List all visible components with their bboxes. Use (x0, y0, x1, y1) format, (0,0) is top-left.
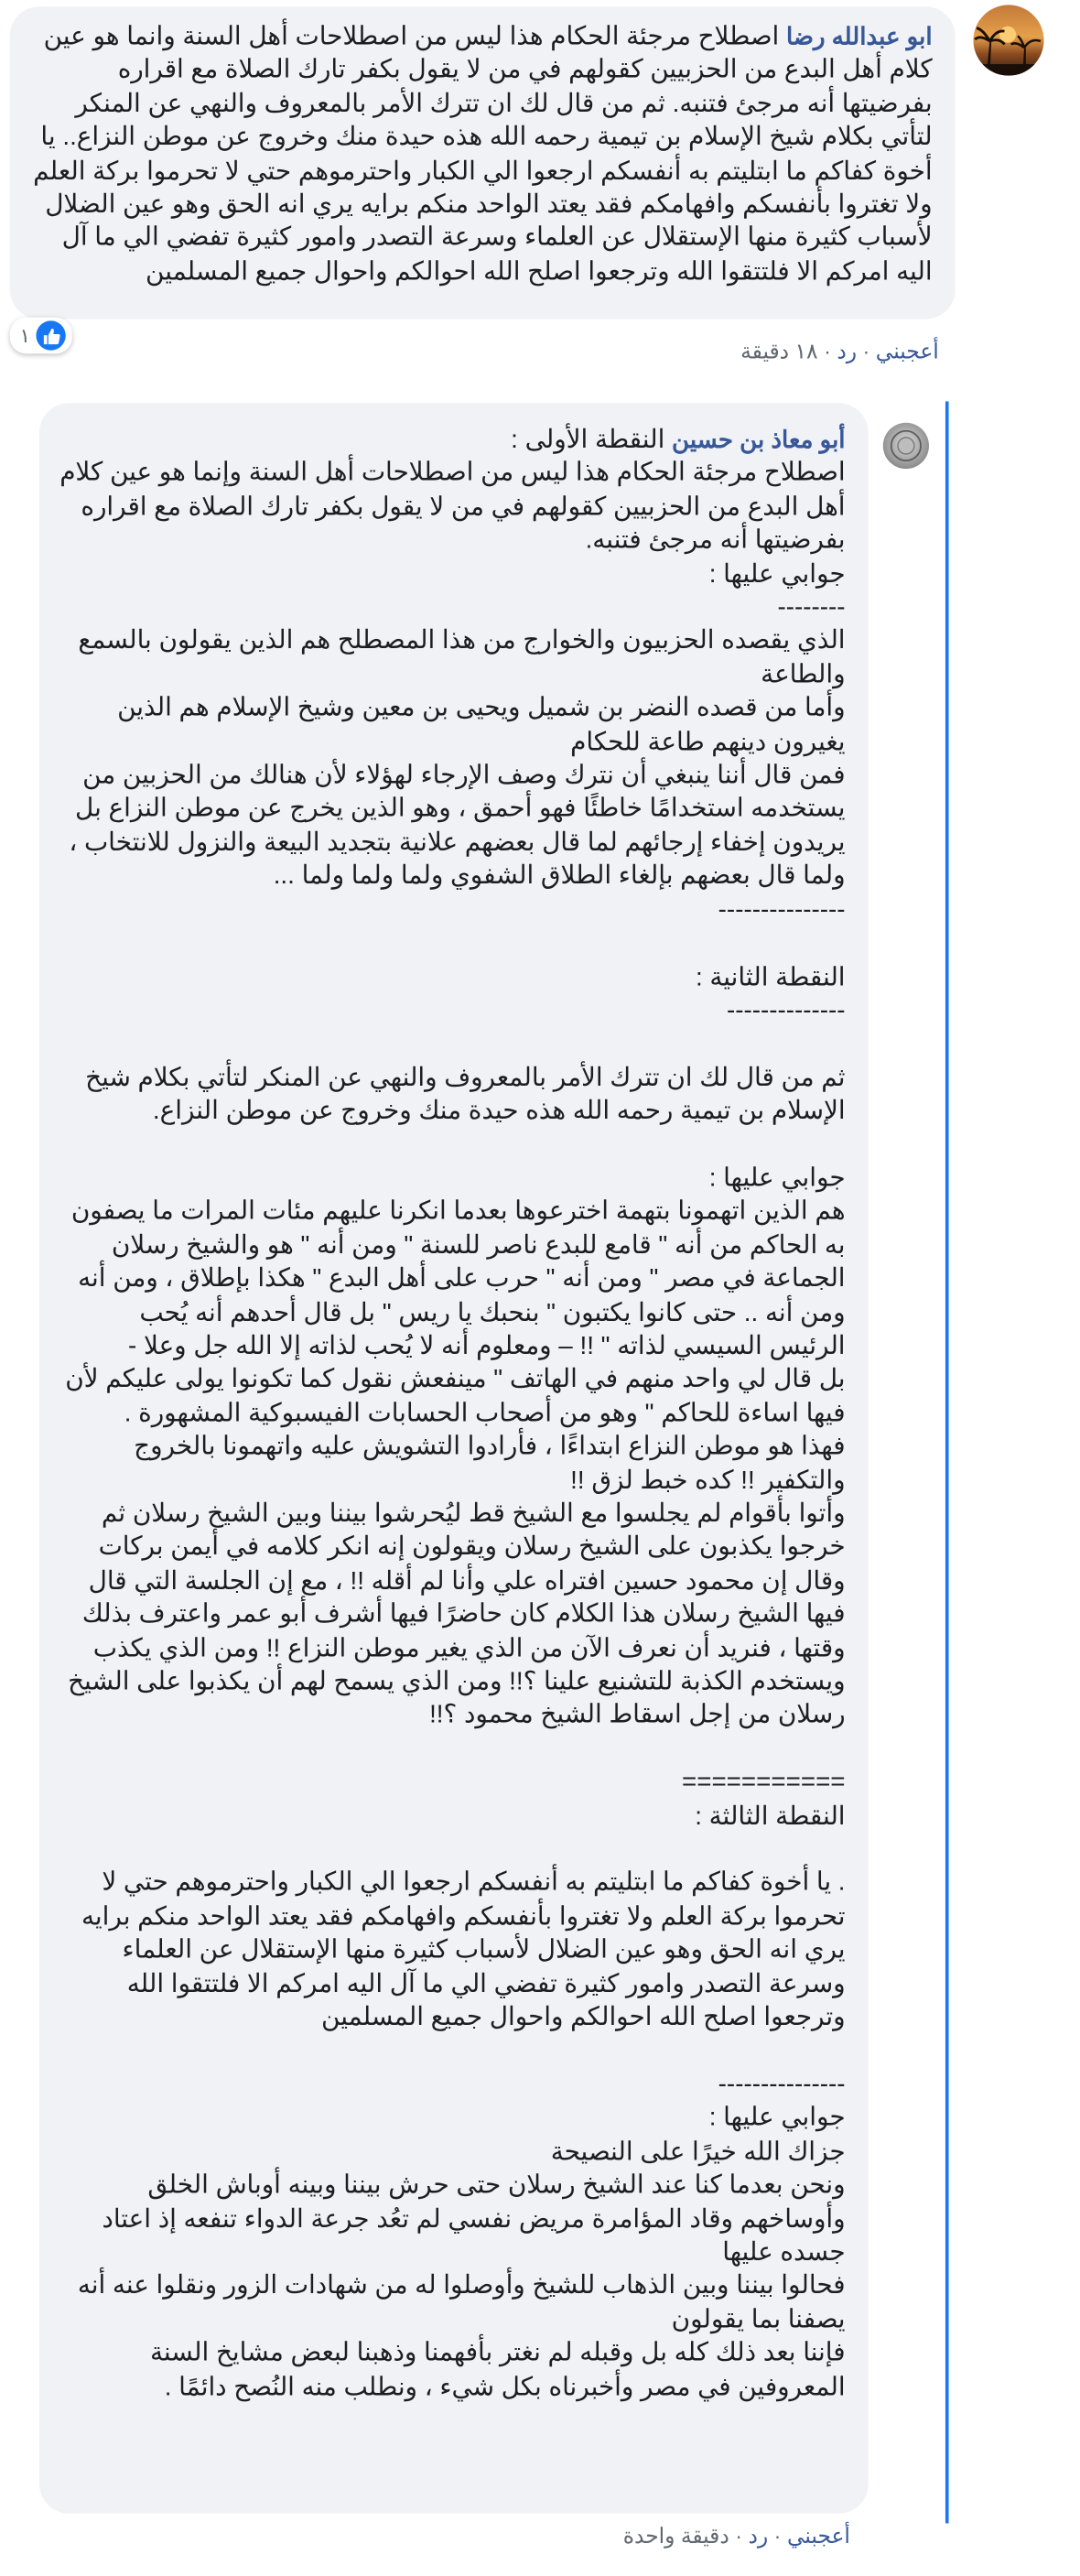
meta-sep: · (862, 339, 870, 364)
comment-meta-2 (623, 2523, 850, 2549)
comment-1-text-block (26, 21, 933, 289)
meta-sep: · (773, 2523, 782, 2549)
thumbs-up-icon (37, 320, 66, 350)
meta-sep: · (824, 339, 831, 364)
comment-bubble-1 (10, 6, 956, 319)
like-link-1[interactable]: أعجبني (875, 339, 939, 364)
comment-author-1[interactable]: ابو عبدالله رضا (785, 24, 933, 51)
comment-text-1: اصطلاح مرجئة الحكام هذا ليس من اصطلاحات أهل السنة وانما هو عين كلام أهل البدع من الحزبيين كقولهم في من لا يقول بكفر تارك الصلاة مع اقراره بفرضيتها أنه مرجئ فتنبه. ثم من قال لك ان تترك الأمر بالمعروف والنهي عن المنكر لتأتي بكلام شيخ الإسلام بن تيمية رحمه الله هذه حيدة منك وخروج عن موطن النزاع.. يا أخوة كفاكم ما ابتليتم به أنفسكم ارجعوا الي الكبار واحترموهم حتي لا تحرموا بركة العلم ولا تغتروا بأنفسكم وافهامكم فقد يعتد الواحد منكم برايه يري انه الحق وهو عين الضلال لأسباب كثيرة منها الإستقلال عن العلماء وسرعة التصدر وامور كثيرة تفضي الي ما آل اليه امركم الا فلتتقوا الله وترجعوا اصلح الله احوالكم واحوال جميع المسلمين (26, 23, 933, 287)
reply-link-1[interactable]: رد (837, 339, 858, 364)
comment-2-text-block (59, 425, 846, 2405)
like-link-2[interactable]: أعجبني (786, 2523, 850, 2549)
comment-time-1[interactable]: ١٨ دقيقة (740, 339, 818, 364)
comment-meta-1 (740, 339, 939, 365)
avatar-comment-1[interactable] (973, 5, 1043, 75)
comment-text-2-heading: النقطة الأولى : (511, 426, 673, 454)
comment-text-2: اصطلاح مرجئة الحكام هذا ليس من اصطلاحات أهل السنة وإنما هو عين كلام أهل البدع من الحزبيين كقولهم في من لا يقول بكفر تارك الصلاة مع اقراره بفرضيتها أنه مرجئ فتنبه. جوابي عليها : -------- الذي يقصده الحزبيون والخوارج من هذا المصطلح هم الذين يقولون بالسمع والطاعة وأما من قصده النضر بن شميل ويحيى بن معين وشيخ الإسلام هم الذين يغيرون دينهم طاعة للحكام فمن قال أننا ينبغي أن نترك وصف الإرجاء لهؤلاء لأن هنالك من الحزبين من يستخدمه استخدامًا خاطئًا فهو أحمق ، وهو الذين يخرج عن موطن النزاع بل يريدون إخفاء إرجائهم لما قال بعضهم علانية بتجديد البيعة والنزول للانتخاب ، ولما قال بعضهم بإلغاء الطلاق الشفوي ولما ولما ولما ... --------------- النقطة الثانية : -------------- ثم من قال لك ان تترك الأمر بالمعروف والنهي عن المنكر لتأتي بكلام شيخ الإسلام بن تيمية رحمه الله هذه حيدة منك وخروج عن موطن النزاع. جوابي عليها : هم الذين اتهمونا بتهمة اخترعوها بعدما انكرنا عليهم مئات المرات ما يصفون به الحاكم من أنه " قامع للبدع ناصر للسنة " ومن أنه " هو والشيخ رسلان الجماعة في مصر " ومن أنه " حرب على أهل البدع " هكذا بإطلاق ، ومن أنه ومن أنه .. حتى كانوا يكتبون " بنحبك يا ريس " بل قال أحدهم أنه يُحب الرئيس السيسي لذاته " !! – ومعلوم أنه لا يُحب لذاته إلا الله جل وعلا - بل قال لي واحد منهم في الهاتف " مينفعش نقول كما تكونوا يولى عليكم لأن فيها اساءة للحاكم " وهو من أصحاب الحسابات الفيسبوكية المشهورة . فهذا هو موطن النزاع ابتداءًا ، فأرادوا التشويش عليه واتهمونا بالخروج والتكفير !! كده خبط لزق !! وأتوا بأقوام لم يجلسوا مع الشيخ قط ليُحرشوا بيننا وبين الشيخ رسلان ثم خرجوا يكذبون على الشيخ رسلان ويقولون إنه انكر كلامه في أيمن بركات وقال إن محمود حسين افتراه علي وأنا لم أقله !! ، مع إن الجلسة التي قال فيها الشيخ رسلان هذا الكلام كان حاضرًا فيها أشرف أبو عمر واعترف بذلك وقتها ، فنريد أن نعرف الآن من الذي يغير موطن النزاع !! ومن الذي يكذب ويستخدم الكذبة للتشنيع علينا ؟!! ومن الذي يسمح لهم أن يكذبوا على الشيخ رسلان من إجل اسقاط الشيخ محمود ؟!! =========== النقطة الثالثة : . يا أخوة كفاكم ما ابتليتم به أنفسكم ارجعوا الي الكبار واحترموهم حتي لا تحرموا بركة العلم ولا تغتروا بأنفسكم وافهامكم فقد يعتد الواحد منكم برايه يري انه الحق وهو عين الضلال لأسباب كثيرة منها الإستقلال عن العلماء وسرعة التصدر وامور كثيرة تفضي الي ما آل اليه امركم الا فلتتقوا الله وترجعوا اصلح الله احوالكم واحوال جميع المسلمين --------------- جوابي عليها : جزاك الله خيرًا على النصيحة ونحن بعدما كنا عند الشيخ رسلان حتى حرش بيننا وبينه أوباش الخلق وأوساخهم وقاد المؤامرة مريض نفسي لم تعُد جرعة الدواء تنفعه إذ اعتاد جسده عليها فحالوا بيننا وبين الذهاب للشيخ وأوصلوا له من شهادات الزور ونقلوا عنه أنه يصفنا بما يقولون فإننا بعد ذلك كله بل وقبله لم نغتر بأفهمنا وذهبنا لبعض مشايخ السنة المعروفين في مصر وأخبرناه بكل شيء ، ونطلب منه النُصح دائمًا . (59, 460, 846, 2401)
reaction-count-1: ١ (19, 323, 31, 348)
reply-link-2[interactable]: رد (748, 2523, 769, 2549)
comment-bubble-2 (39, 403, 869, 2513)
reaction-badge-1[interactable] (10, 318, 73, 354)
avatar-comment-2[interactable] (883, 423, 929, 469)
comment-time-2[interactable]: دقيقة واحدة (622, 2523, 729, 2549)
emblem-icon (883, 423, 929, 469)
palm-tree-icon (973, 5, 1043, 75)
meta-sep: · (735, 2523, 743, 2549)
comment-author-2[interactable]: أبو معاذ بن حسين (672, 428, 846, 454)
reply-thread-line (945, 401, 949, 2523)
